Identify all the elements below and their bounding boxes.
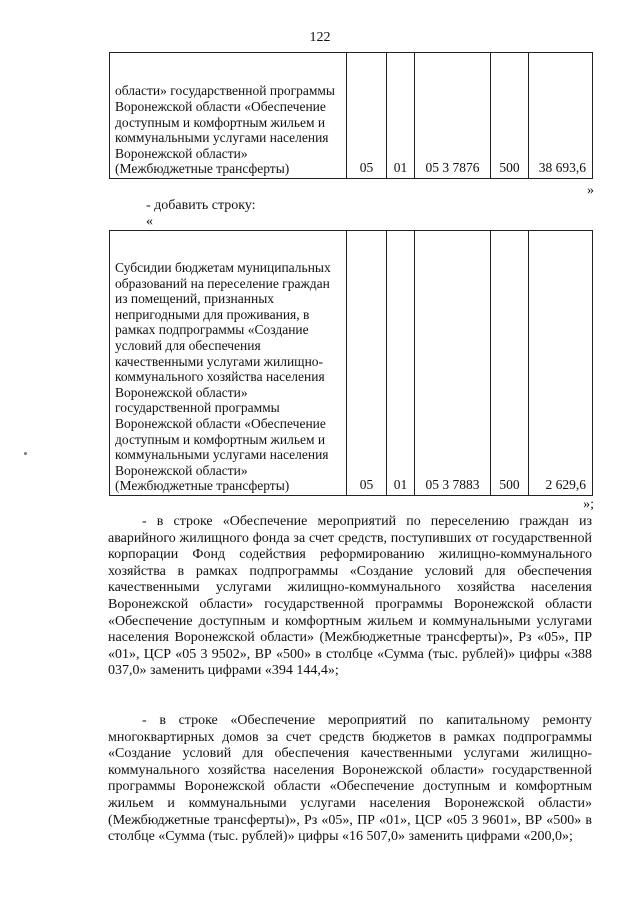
margin-mark xyxy=(24,452,27,455)
pr-cell: 01 xyxy=(387,53,415,179)
row-description: Субсидии бюджетам муниципальных образований на переселение граждан из помещений, признанных непригодными для проживания, в рамках подпрограммы «Создание условий для обеспечения качественными услугами жилищно-коммунального хозяйства населения Воронежской области» государственной программы Воронежской области «Обеспечение доступным и комфортным жильем и коммунальными услугами населения Воронежской области» (Межбюджетные трансферты) xyxy=(110,231,347,496)
amendment-paragraph-2: - в строке «Обеспечение мероприятий по капитальному ремонту многоквартирных домов за счет средств бюджетов в рамках подпрограммы «Создание условий для обеспечения качественными услугами жилищно-коммунального хозяйства населения Воронежской области» государственной программы Воронежской области «Обеспечение доступным и комфортным жильем и коммунальными услугами населения Воронежской области» (Межбюджетные трансферты)», Рз «05», ПР «01», ЦСР «05 3 9601», ВР «500» в столбце «Сумма (тыс. рублей)» цифры «16 507,0» заменить цифрами «200,0»; xyxy=(108,713,592,845)
csr-cell: 05 3 7883 xyxy=(415,231,491,496)
rz-cell: 05 xyxy=(347,53,387,179)
rz-cell: 05 xyxy=(347,231,387,496)
vr-cell: 500 xyxy=(491,231,529,496)
vr-cell: 500 xyxy=(491,53,529,179)
pr-cell: 01 xyxy=(387,231,415,496)
opening-quote: « xyxy=(146,214,153,229)
closing-quote: »; xyxy=(583,497,594,512)
csr-cell: 05 3 7876 xyxy=(415,53,491,179)
sum-cell: 38 693,6 xyxy=(529,53,593,179)
amendment-paragraph-1: - в строке «Обеспечение мероприятий по переселению граждан из аварийного жилищного фонда за счет средств, поступивших от государственной корпорации Фонд содействия реформированию жилищно-коммунального хозяйства в рамках подпрограммы «Создание условий для обеспечения качественными услугами жилищно-коммунального хозяйства населения Воронежской области» государственной программы Воронежской области «Обеспечение доступным и комфортным жильем и коммунальными услугами населения Воронежской области» (Межбюджетные трансферты)», Рз «05», ПР «01», ЦСР «05 3 9502», ВР «500» в столбце «Сумма (тыс. рублей)» цифры «388 037,0» заменить цифрами «394 144,4»; xyxy=(108,514,592,679)
closing-quote: » xyxy=(587,183,594,198)
sum-cell: 2 629,6 xyxy=(529,231,593,496)
table-row xyxy=(110,231,593,496)
budget-table-new-row xyxy=(109,230,593,496)
add-row-instruction: - добавить строку: xyxy=(146,198,256,213)
page-number: 122 xyxy=(309,30,331,45)
table-row xyxy=(110,53,593,179)
budget-table-continued xyxy=(109,52,593,179)
row-description: области» государственной программы Воронежской области «Обеспечение доступным и комфортным жильем и коммунальными услугами населения Воронежской области» (Межбюджетные трансферты) xyxy=(110,53,347,179)
